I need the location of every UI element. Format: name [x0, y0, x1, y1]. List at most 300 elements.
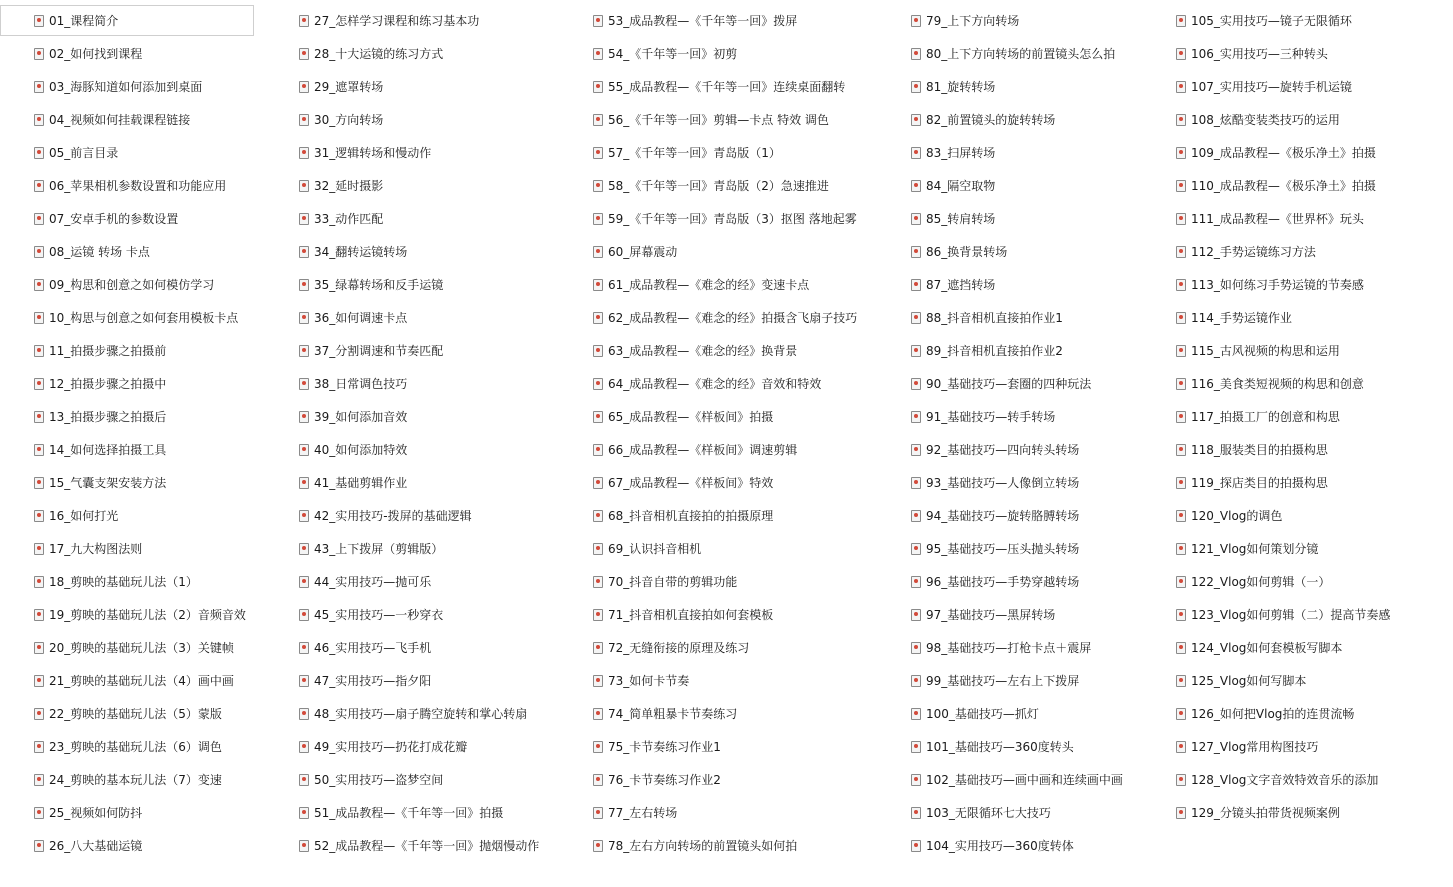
file-name-label: 26_八大基础运镜 [49, 839, 143, 853]
video-file-item[interactable] [0, 533, 290, 564]
video-file-item[interactable] [293, 401, 583, 432]
file-name-label: 110_成品教程—《极乐净土》拍摄 [1191, 179, 1376, 193]
file-name-label: 19_剪映的基础玩儿法（2）音频音效 [49, 608, 246, 622]
video-file-item[interactable] [905, 170, 1169, 201]
video-file-item[interactable] [587, 170, 903, 201]
file-name-label: 61_成品教程—《难念的经》变速卡点 [608, 278, 810, 292]
video-file-item[interactable] [905, 566, 1169, 597]
video-file-item[interactable] [1170, 731, 1453, 762]
video-file-icon [911, 345, 921, 357]
video-file-item[interactable] [0, 500, 290, 531]
video-file-icon [911, 609, 921, 621]
video-file-item[interactable] [293, 236, 583, 267]
video-file-icon [1176, 180, 1186, 192]
video-file-icon [911, 180, 921, 192]
file-name-label: 122_Vlog如何剪辑（一） [1191, 575, 1331, 589]
file-name-label: 34_翻转运镜转场 [314, 245, 408, 259]
video-file-icon [34, 411, 44, 423]
video-file-item[interactable] [293, 71, 583, 102]
video-file-item[interactable] [1170, 500, 1453, 531]
file-name-label: 24_剪映的基本玩儿法（7）变速 [49, 773, 222, 787]
file-name-label: 52_成品教程—《千年等一回》抛烟慢动作 [314, 839, 540, 853]
video-file-item[interactable] [587, 764, 903, 795]
video-file-item[interactable] [905, 71, 1169, 102]
video-file-icon [34, 378, 44, 390]
file-name-label: 49_实用技巧—扔花打成花瓣 [314, 740, 468, 754]
file-name-label: 74_简单粗暴卡节奏练习 [608, 707, 738, 721]
video-file-item[interactable] [587, 401, 903, 432]
video-file-item[interactable] [0, 368, 290, 399]
video-file-item[interactable] [293, 269, 583, 300]
video-file-icon [593, 411, 603, 423]
video-file-icon [911, 279, 921, 291]
video-file-item[interactable] [0, 797, 290, 828]
video-file-item[interactable] [587, 269, 903, 300]
video-file-item[interactable] [1170, 566, 1453, 597]
file-name-label: 62_成品教程—《难念的经》拍摄含飞扇子技巧 [608, 311, 858, 325]
video-file-item[interactable] [905, 236, 1169, 267]
file-name-label: 111_成品教程—《世界杯》玩头 [1191, 212, 1364, 226]
video-file-item[interactable] [905, 599, 1169, 630]
file-name-label: 77_左右转场 [608, 806, 678, 820]
video-file-icon [1176, 147, 1186, 159]
video-file-item[interactable] [905, 698, 1169, 729]
file-name-label: 115_古风视频的构思和运用 [1191, 344, 1340, 358]
file-name-label: 125_Vlog如何写脚本 [1191, 674, 1307, 688]
video-file-item[interactable] [0, 203, 290, 234]
file-name-label: 40_如何添加特效 [314, 443, 408, 457]
video-file-item[interactable] [587, 71, 903, 102]
video-file-icon [1176, 81, 1186, 93]
file-name-label: 113_如何练习手势运镜的节奏感 [1191, 278, 1364, 292]
file-name-label: 99_基础技巧—左右上下拨屏 [926, 674, 1080, 688]
video-file-item[interactable] [905, 830, 1169, 861]
file-name-label: 86_换背景转场 [926, 245, 1008, 259]
file-name-label: 02_如何找到课程 [49, 47, 143, 61]
video-file-icon [911, 147, 921, 159]
file-name-label: 94_基础技巧—旋转胳膊转场 [926, 509, 1080, 523]
file-name-label: 35_绿幕转场和反手运镜 [314, 278, 444, 292]
video-file-item[interactable] [0, 434, 290, 465]
video-file-item[interactable] [905, 797, 1169, 828]
video-file-item[interactable] [905, 632, 1169, 663]
file-name-label: 101_基础技巧—360度转头 [926, 740, 1074, 754]
video-file-item[interactable] [293, 731, 583, 762]
video-file-icon [911, 444, 921, 456]
video-file-item[interactable] [293, 665, 583, 696]
video-file-icon [1176, 708, 1186, 720]
video-file-icon [34, 708, 44, 720]
file-name-label: 06_苹果相机参数设置和功能应用 [49, 179, 227, 193]
video-file-icon [911, 642, 921, 654]
video-file-icon [593, 345, 603, 357]
file-name-label: 116_美食类短视频的构思和创意 [1191, 377, 1364, 391]
file-name-label: 31_逻辑转场和慢动作 [314, 146, 432, 160]
video-file-icon [1176, 48, 1186, 60]
video-file-item[interactable] [587, 797, 903, 828]
video-file-item[interactable] [1170, 632, 1453, 663]
video-file-item[interactable] [1170, 599, 1453, 630]
file-name-label: 08_运镜 转场 卡点 [49, 245, 150, 259]
video-file-icon [911, 213, 921, 225]
video-file-item[interactable] [1170, 236, 1453, 267]
file-name-label: 70_抖音自带的剪辑功能 [608, 575, 738, 589]
file-name-label: 104_实用技巧—360度转体 [926, 839, 1074, 853]
video-file-item[interactable] [587, 533, 903, 564]
file-name-label: 124_Vlog如何套模板写脚本 [1191, 641, 1343, 655]
file-name-label: 63_成品教程—《难念的经》换背景 [608, 344, 798, 358]
file-name-label: 50_实用技巧—盗梦空间 [314, 773, 444, 787]
video-file-item[interactable] [1170, 38, 1453, 69]
file-name-label: 98_基础技巧—打枪卡点＋震屏 [926, 641, 1092, 655]
video-file-icon [911, 708, 921, 720]
video-file-icon [299, 543, 309, 555]
video-file-icon [593, 444, 603, 456]
video-file-icon [299, 774, 309, 786]
video-file-icon [593, 477, 603, 489]
video-file-icon [593, 774, 603, 786]
video-file-item[interactable] [1170, 368, 1453, 399]
video-file-icon [34, 477, 44, 489]
video-file-item[interactable] [1170, 269, 1453, 300]
video-file-item[interactable] [293, 599, 583, 630]
video-file-item[interactable] [0, 599, 290, 630]
file-name-label: 78_左右方向转场的前置镜头如何拍 [608, 839, 798, 853]
video-file-item[interactable] [905, 269, 1169, 300]
video-file-icon [1176, 510, 1186, 522]
video-file-icon [34, 510, 44, 522]
video-file-item[interactable] [905, 665, 1169, 696]
video-file-item[interactable] [0, 170, 290, 201]
video-file-icon [34, 345, 44, 357]
file-name-label: 95_基础技巧—压头抛头转场 [926, 542, 1080, 556]
video-file-item[interactable] [587, 368, 903, 399]
file-name-label: 87_遮挡转场 [926, 278, 996, 292]
video-file-item[interactable] [587, 434, 903, 465]
video-file-item[interactable] [587, 38, 903, 69]
file-name-label: 128_Vlog文字音效特效音乐的添加 [1191, 773, 1379, 787]
video-file-icon [34, 609, 44, 621]
video-file-icon [593, 213, 603, 225]
video-file-item[interactable] [0, 38, 290, 69]
video-file-icon [1176, 642, 1186, 654]
video-file-icon [1176, 477, 1186, 489]
file-name-label: 43_上下拨屏（剪辑版） [314, 542, 444, 556]
video-file-item[interactable] [1170, 170, 1453, 201]
video-file-item[interactable] [587, 731, 903, 762]
video-file-icon [299, 708, 309, 720]
video-file-icon [911, 48, 921, 60]
video-file-icon [299, 411, 309, 423]
file-name-label: 44_实用技巧—抛可乐 [314, 575, 432, 589]
video-file-icon [593, 642, 603, 654]
video-file-item[interactable] [293, 5, 583, 36]
video-file-item[interactable] [1170, 302, 1453, 333]
video-file-item[interactable] [587, 698, 903, 729]
video-file-item[interactable] [905, 302, 1169, 333]
video-file-icon [34, 81, 44, 93]
file-name-label: 93_基础技巧—人像倒立转场 [926, 476, 1080, 490]
video-file-icon [1176, 312, 1186, 324]
video-file-item[interactable] [0, 830, 290, 861]
file-name-label: 01_课程简介 [49, 14, 119, 28]
video-file-icon [299, 510, 309, 522]
file-name-label: 37_分割调速和节奏匹配 [314, 344, 444, 358]
video-file-item[interactable] [293, 500, 583, 531]
video-file-item[interactable] [587, 599, 903, 630]
video-file-icon [911, 15, 921, 27]
video-file-item[interactable] [587, 335, 903, 366]
video-file-item[interactable] [293, 632, 583, 663]
video-file-item[interactable] [0, 665, 290, 696]
video-file-item[interactable] [0, 632, 290, 663]
file-name-label: 03_海豚知道如何添加到桌面 [49, 80, 203, 94]
video-file-item[interactable] [1170, 137, 1453, 168]
video-file-item[interactable] [1170, 203, 1453, 234]
video-file-icon [299, 48, 309, 60]
video-file-item[interactable] [0, 764, 290, 795]
file-name-label: 97_基础技巧—黑屏转场 [926, 608, 1056, 622]
video-file-icon [299, 180, 309, 192]
video-file-item[interactable] [587, 566, 903, 597]
video-file-icon [911, 312, 921, 324]
video-file-icon [34, 213, 44, 225]
video-file-item[interactable] [293, 566, 583, 597]
video-file-item[interactable] [293, 137, 583, 168]
video-file-item[interactable] [905, 764, 1169, 795]
file-name-label: 21_剪映的基础玩儿法（4）画中画 [49, 674, 234, 688]
video-file-icon [1176, 279, 1186, 291]
video-file-icon [299, 378, 309, 390]
video-file-icon [1176, 114, 1186, 126]
video-file-icon [299, 147, 309, 159]
video-file-icon [34, 312, 44, 324]
file-name-label: 13_拍摄步骤之拍摄后 [49, 410, 167, 424]
video-file-icon [34, 180, 44, 192]
video-file-item[interactable] [0, 104, 290, 135]
video-file-item[interactable] [293, 698, 583, 729]
file-name-label: 103_无限循环七大技巧 [926, 806, 1051, 820]
video-file-item[interactable] [905, 104, 1169, 135]
file-name-label: 82_前置镜头的旋转转场 [926, 113, 1056, 127]
file-name-label: 14_如何选择拍摄工具 [49, 443, 167, 457]
video-file-icon [299, 15, 309, 27]
video-file-item[interactable] [587, 104, 903, 135]
video-file-item[interactable] [1170, 665, 1453, 696]
video-file-item[interactable] [905, 731, 1169, 762]
file-name-label: 89_抖音相机直接拍作业2 [926, 344, 1063, 358]
video-file-icon [34, 246, 44, 258]
video-file-item[interactable] [587, 203, 903, 234]
video-file-item[interactable] [905, 401, 1169, 432]
video-file-item[interactable] [1170, 401, 1453, 432]
video-file-item[interactable] [905, 335, 1169, 366]
file-column [1170, 5, 1453, 830]
video-file-icon [1176, 576, 1186, 588]
video-file-icon [911, 510, 921, 522]
file-name-label: 73_如何卡节奏 [608, 674, 690, 688]
file-name-label: 92_基础技巧—四向转头转场 [926, 443, 1080, 457]
video-file-icon [299, 345, 309, 357]
video-file-item[interactable] [0, 236, 290, 267]
file-name-label: 47_实用技巧—指夕阳 [314, 674, 432, 688]
video-file-icon [593, 510, 603, 522]
video-file-item[interactable] [905, 368, 1169, 399]
video-file-icon [593, 147, 603, 159]
video-file-item[interactable] [587, 467, 903, 498]
file-name-label: 09_构思和创意之如何模仿学习 [49, 278, 215, 292]
video-file-item[interactable] [0, 5, 254, 36]
video-file-item[interactable] [0, 401, 290, 432]
video-file-icon [1176, 411, 1186, 423]
video-file-item[interactable] [1170, 434, 1453, 465]
video-file-icon [1176, 345, 1186, 357]
video-file-icon [593, 807, 603, 819]
video-file-item[interactable] [293, 104, 583, 135]
video-file-item[interactable] [905, 434, 1169, 465]
file-name-label: 76_卡节奏练习作业2 [608, 773, 721, 787]
file-name-label: 66_成品教程—《样板间》调速剪辑 [608, 443, 798, 457]
video-file-item[interactable] [1170, 71, 1453, 102]
video-file-item[interactable] [0, 698, 290, 729]
video-file-item[interactable] [0, 566, 290, 597]
file-name-label: 25_视频如何防抖 [49, 806, 143, 820]
file-name-label: 100_基础技巧—抓灯 [926, 707, 1039, 721]
video-file-item[interactable] [905, 500, 1169, 531]
file-name-label: 57_《千年等一回》青岛版（1） [608, 146, 781, 160]
video-file-item[interactable] [293, 38, 583, 69]
file-name-label: 53_成品教程—《千年等一回》拨屏 [608, 14, 798, 28]
video-file-item[interactable] [905, 533, 1169, 564]
file-name-label: 51_成品教程—《千年等一回》拍摄 [314, 806, 504, 820]
file-name-label: 36_如何调速卡点 [314, 311, 408, 325]
video-file-item[interactable] [587, 137, 903, 168]
file-name-label: 28_十大运镜的练习方式 [314, 47, 444, 61]
file-name-label: 90_基础技巧—套圈的四种玩法 [926, 377, 1092, 391]
file-name-label: 109_成品教程—《极乐净土》拍摄 [1191, 146, 1376, 160]
video-file-item[interactable] [1170, 335, 1453, 366]
video-file-item[interactable] [587, 632, 903, 663]
file-name-label: 60_屏幕震动 [608, 245, 678, 259]
video-file-icon [911, 477, 921, 489]
file-name-label: 38_日常调色技巧 [314, 377, 408, 391]
video-file-icon [1176, 543, 1186, 555]
file-name-label: 39_如何添加音效 [314, 410, 408, 424]
video-file-icon [299, 114, 309, 126]
video-file-item[interactable] [0, 467, 290, 498]
video-file-item[interactable] [1170, 467, 1453, 498]
video-file-item[interactable] [905, 137, 1169, 168]
video-file-item[interactable] [293, 368, 583, 399]
video-file-item[interactable] [905, 5, 1169, 36]
video-file-item[interactable] [587, 5, 903, 36]
file-name-label: 22_剪映的基础玩儿法（5）蒙版 [49, 707, 222, 721]
video-file-item[interactable] [0, 335, 290, 366]
video-file-item[interactable] [1170, 797, 1453, 828]
video-file-item[interactable] [1170, 698, 1453, 729]
video-file-item[interactable] [905, 203, 1169, 234]
video-file-item[interactable] [293, 533, 583, 564]
video-file-icon [593, 378, 603, 390]
video-file-item[interactable] [587, 302, 903, 333]
video-file-icon [1176, 444, 1186, 456]
file-name-label: 41_基础剪辑作业 [314, 476, 408, 490]
video-file-item[interactable] [293, 797, 583, 828]
video-file-item[interactable] [0, 269, 290, 300]
video-file-item[interactable] [1170, 533, 1453, 564]
video-file-icon [911, 378, 921, 390]
video-file-item[interactable] [1170, 764, 1453, 795]
file-name-label: 126_如何把Vlog拍的连贯流畅 [1191, 707, 1355, 721]
file-name-label: 58_《千年等一回》青岛版（2）急速推进 [608, 179, 829, 193]
video-file-icon [299, 477, 309, 489]
file-name-label: 45_实用技巧—一秒穿衣 [314, 608, 444, 622]
file-name-label: 117_拍摄工厂的创意和构思 [1191, 410, 1340, 424]
video-file-icon [593, 81, 603, 93]
video-file-item[interactable] [587, 830, 903, 861]
video-file-item[interactable] [1170, 5, 1453, 36]
file-name-label: 23_剪映的基础玩儿法（6）调色 [49, 740, 222, 754]
video-file-icon [593, 246, 603, 258]
file-name-label: 102_基础技巧—画中画和连续画中画 [926, 773, 1123, 787]
file-name-label: 121_Vlog如何策划分镜 [1191, 542, 1319, 556]
file-name-label: 69_认识抖音相机 [608, 542, 702, 556]
video-file-item[interactable] [587, 500, 903, 531]
file-name-label: 07_安卓手机的参数设置 [49, 212, 179, 226]
file-name-label: 72_无缝衔接的原理及练习 [608, 641, 750, 655]
file-name-label: 71_抖音相机直接拍如何套模板 [608, 608, 774, 622]
file-name-label: 85_转肩转场 [926, 212, 996, 226]
video-file-item[interactable] [587, 236, 903, 267]
video-file-icon [34, 840, 44, 852]
video-file-icon [593, 114, 603, 126]
file-name-label: 108_炫酷变装类技巧的运用 [1191, 113, 1340, 127]
video-file-item[interactable] [293, 170, 583, 201]
file-name-label: 114_手势运镜作业 [1191, 311, 1292, 325]
video-file-item[interactable] [293, 830, 583, 861]
video-file-item[interactable] [293, 335, 583, 366]
video-file-icon [1176, 741, 1186, 753]
video-file-item[interactable] [293, 467, 583, 498]
file-name-label: 67_成品教程—《样板间》特效 [608, 476, 774, 490]
video-file-item[interactable] [1170, 104, 1453, 135]
video-file-item[interactable] [0, 71, 290, 102]
file-name-label: 96_基础技巧—手势穿越转场 [926, 575, 1080, 589]
video-file-item[interactable] [0, 137, 290, 168]
file-name-label: 127_Vlog常用构图技巧 [1191, 740, 1319, 754]
video-file-item[interactable] [293, 764, 583, 795]
file-name-label: 120_Vlog的调色 [1191, 509, 1283, 523]
video-file-item[interactable] [293, 302, 583, 333]
video-file-icon [911, 246, 921, 258]
video-file-icon [34, 675, 44, 687]
video-file-item[interactable] [587, 665, 903, 696]
video-file-item[interactable] [905, 467, 1169, 498]
video-file-icon [911, 840, 921, 852]
video-file-icon [299, 81, 309, 93]
video-file-icon [1176, 246, 1186, 258]
video-file-item[interactable] [293, 434, 583, 465]
video-file-icon [1176, 213, 1186, 225]
video-file-item[interactable] [905, 38, 1169, 69]
video-file-icon [299, 840, 309, 852]
video-file-item[interactable] [293, 203, 583, 234]
video-file-item[interactable] [0, 731, 290, 762]
video-file-item[interactable] [0, 302, 290, 333]
video-file-icon [1176, 807, 1186, 819]
video-file-icon [593, 312, 603, 324]
file-name-label: 55_成品教程—《千年等一回》连续桌面翻转 [608, 80, 846, 94]
